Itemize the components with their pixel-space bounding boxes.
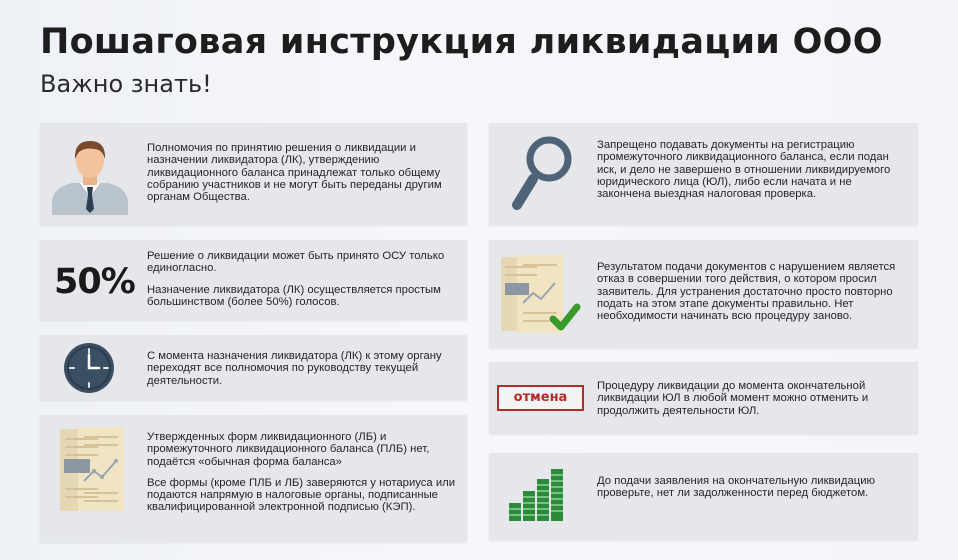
card-text: До подачи заявления на окончательную ликвидацию проверьте, нет ли задолженности перед бюджетом. xyxy=(597,475,875,500)
card-text: Утвержденных форм ликвидационного (ЛБ) и промежуточного ликвидационного баланса (ПЛБ) нет, подаётся «обычная форма баланса» Все формы (кроме ПЛБ и ЛБ) заверяются у нотариуса или подаются напрямую в налоговые органы, подписанные квалифицированной электронной подписью (КЭП). xyxy=(147,431,456,514)
magnifier-icon xyxy=(511,135,577,211)
card-text: С момента назначения ликвидатора (ЛК) к этому органу переходят все полномочия по руководству текущей деятельности. xyxy=(147,350,442,387)
balance-document-icon xyxy=(60,427,126,513)
info-card-prohibition xyxy=(489,123,918,225)
info-card-powers xyxy=(40,335,467,400)
businessman-icon xyxy=(50,137,130,215)
card-text: Полномочия по принятию решения о ликвидации и назначении ликвидатора (ЛК), утверждению ликвидационного баланса принадлежат только общему собранию участников и не могут быть переданы другим органам Общества. xyxy=(147,142,442,204)
clock-icon xyxy=(63,342,115,394)
money-stacks-icon xyxy=(507,469,567,521)
info-card-cancel xyxy=(489,362,918,434)
card-text: Решение о ликвидации может быть принято ОСУ только единогласно. Назначение ликвидатора (ЛК) осуществляется простым большинством (более 50%) голосов. xyxy=(147,250,445,308)
fifty-percent-icon: 50% xyxy=(54,262,135,302)
card-text: Процедуру ликвидации до момента окончательной ликвидации ЮЛ в любой момент можно отменить и продолжить деятельности ЮЛ. xyxy=(597,380,869,417)
cancel-stamp: отмена xyxy=(497,385,584,411)
info-card-refusal xyxy=(489,240,918,348)
page-subtitle: Важно знать! xyxy=(40,70,212,98)
documents-check-icon xyxy=(501,255,583,339)
info-card-authority xyxy=(40,123,467,225)
info-card-debts xyxy=(489,453,918,540)
card-text: Результатом подачи документов с нарушением является отказ в совершении того действия, о котором просил заявитель. Для устранения достаточно просто повторно подать на этом этапе документы правильно. Нет необходимости начинать всю процедуру заново. xyxy=(597,261,896,323)
card-text: Запрещено подавать документы на регистрацию промежуточного ликвидационного баланса, если подан иск, и дело не завершено в отношении ликвидируемого юридического лица (ЮЛ), либо если начата и не закончена выездная налоговая проверка. xyxy=(597,139,891,201)
info-card-balance-forms xyxy=(40,415,467,542)
page-title: Пошаговая инструкция ликвидации ООО xyxy=(40,22,883,62)
info-card-majority xyxy=(40,240,467,320)
